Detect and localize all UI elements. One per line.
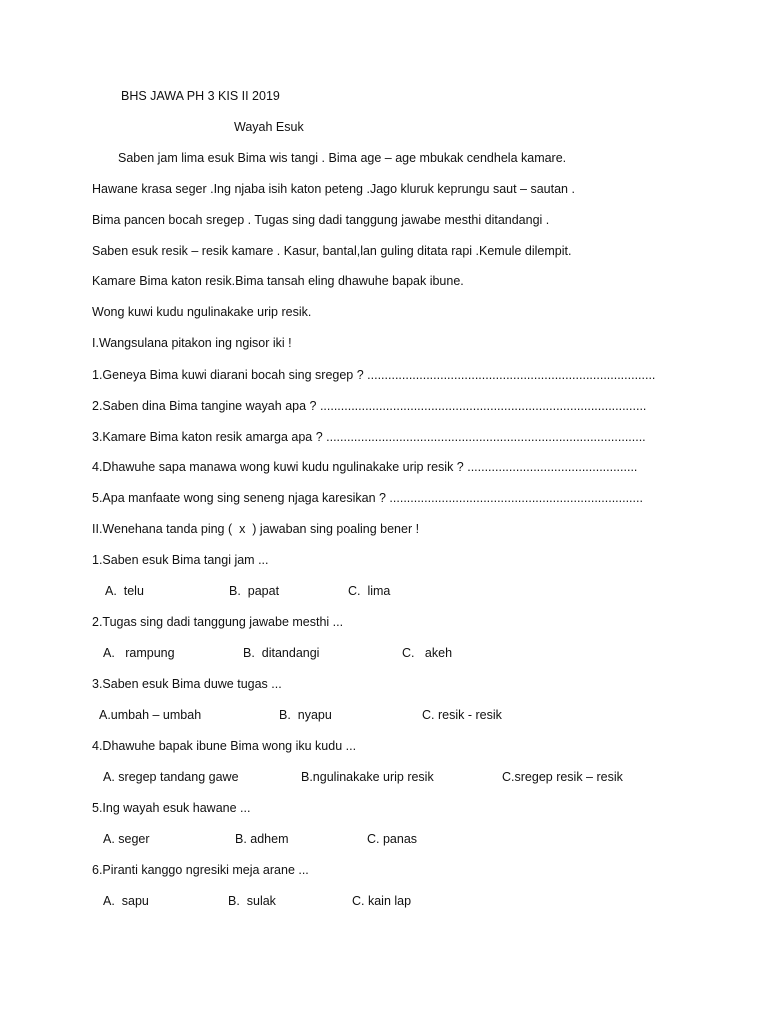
mc-question: 2.Tugas sing dadi tanggung jawabe mesthi ...	[92, 615, 344, 629]
mc-option-b: B. ditandangi	[243, 646, 320, 660]
paragraph-line: Saben esuk resik – resik kamare . Kasur, bantal,lan guling ditata rapi .Kemule dilempit.	[92, 244, 572, 258]
essay-question: 2.Saben dina Bima tangine wayah apa ? ..............................................................................................	[92, 399, 647, 413]
essay-question: 1.Geneya Bima kuwi diarani bocah sing sregep ? ...................................................................................	[92, 368, 656, 382]
document-title: Wayah Esuk	[234, 120, 304, 134]
section1-heading: I.Wangsulana pitakon ing ngisor iki !	[92, 336, 292, 350]
essay-question: 4.Dhawuhe sapa manawa wong kuwi kudu ngulinakake urip resik ? .................................................	[92, 460, 638, 474]
mc-option-c: C. resik - resik	[422, 708, 502, 722]
mc-option-a: A. rampung	[103, 646, 175, 660]
mc-option-b: B. papat	[229, 584, 280, 598]
essay-question: 5.Apa manfaate wong sing seneng njaga karesikan ? .........................................................................	[92, 491, 643, 505]
mc-question: 5.Ing wayah esuk hawane ...	[92, 801, 251, 815]
mc-option-c: C.sregep resik – resik	[502, 770, 623, 784]
mc-option-c: C. kain lap	[352, 894, 412, 908]
paragraph-line: Saben jam lima esuk Bima wis tangi . Bima age – age mbukak cendhela kamare.	[118, 151, 567, 165]
mc-option-a: A. telu	[105, 584, 144, 598]
mc-option-a: A. sregep tandang gawe	[103, 770, 239, 784]
mc-option-c: C. panas	[367, 832, 418, 846]
mc-option-c: C. akeh	[402, 646, 453, 660]
essay-question: 3.Kamare Bima katon resik amarga apa ? ............................................................................................	[92, 430, 646, 444]
mc-question: 3.Saben esuk Bima duwe tugas ...	[92, 677, 282, 691]
mc-option-b: B.ngulinakake urip resik	[301, 770, 434, 784]
mc-option-a: A.umbah – umbah	[99, 708, 202, 722]
section2-heading: II.Wenehana tanda ping ( x ) jawaban sing poaling bener !	[92, 522, 420, 536]
mc-option-b: B. nyapu	[279, 708, 332, 722]
mc-option-a: A. seger	[103, 832, 150, 846]
mc-option-c: C. lima	[348, 584, 391, 598]
document-header: BHS JAWA PH 3 KIS II 2019	[121, 89, 280, 103]
mc-option-b: B. adhem	[235, 832, 289, 846]
paragraph-line: Bima pancen bocah sregep . Tugas sing dadi tanggung jawabe mesthi ditandangi .	[92, 213, 550, 227]
mc-option-b: B. sulak	[228, 894, 276, 908]
mc-option-a: A. sapu	[103, 894, 149, 908]
paragraph-line: Kamare Bima katon resik.Bima tansah eling dhawuhe bapak ibune.	[92, 274, 464, 288]
mc-question: 1.Saben esuk Bima tangi jam ...	[92, 553, 269, 567]
paragraph-line: Hawane krasa seger .Ing njaba isih katon peteng .Jago kluruk keprungu saut – sautan .	[92, 182, 575, 196]
mc-question: 6.Piranti kanggo ngresiki meja arane ...	[92, 863, 309, 877]
paragraph-line: Wong kuwi kudu ngulinakake urip resik.	[92, 305, 312, 319]
mc-question: 4.Dhawuhe bapak ibune Bima wong iku kudu ...	[92, 739, 357, 753]
